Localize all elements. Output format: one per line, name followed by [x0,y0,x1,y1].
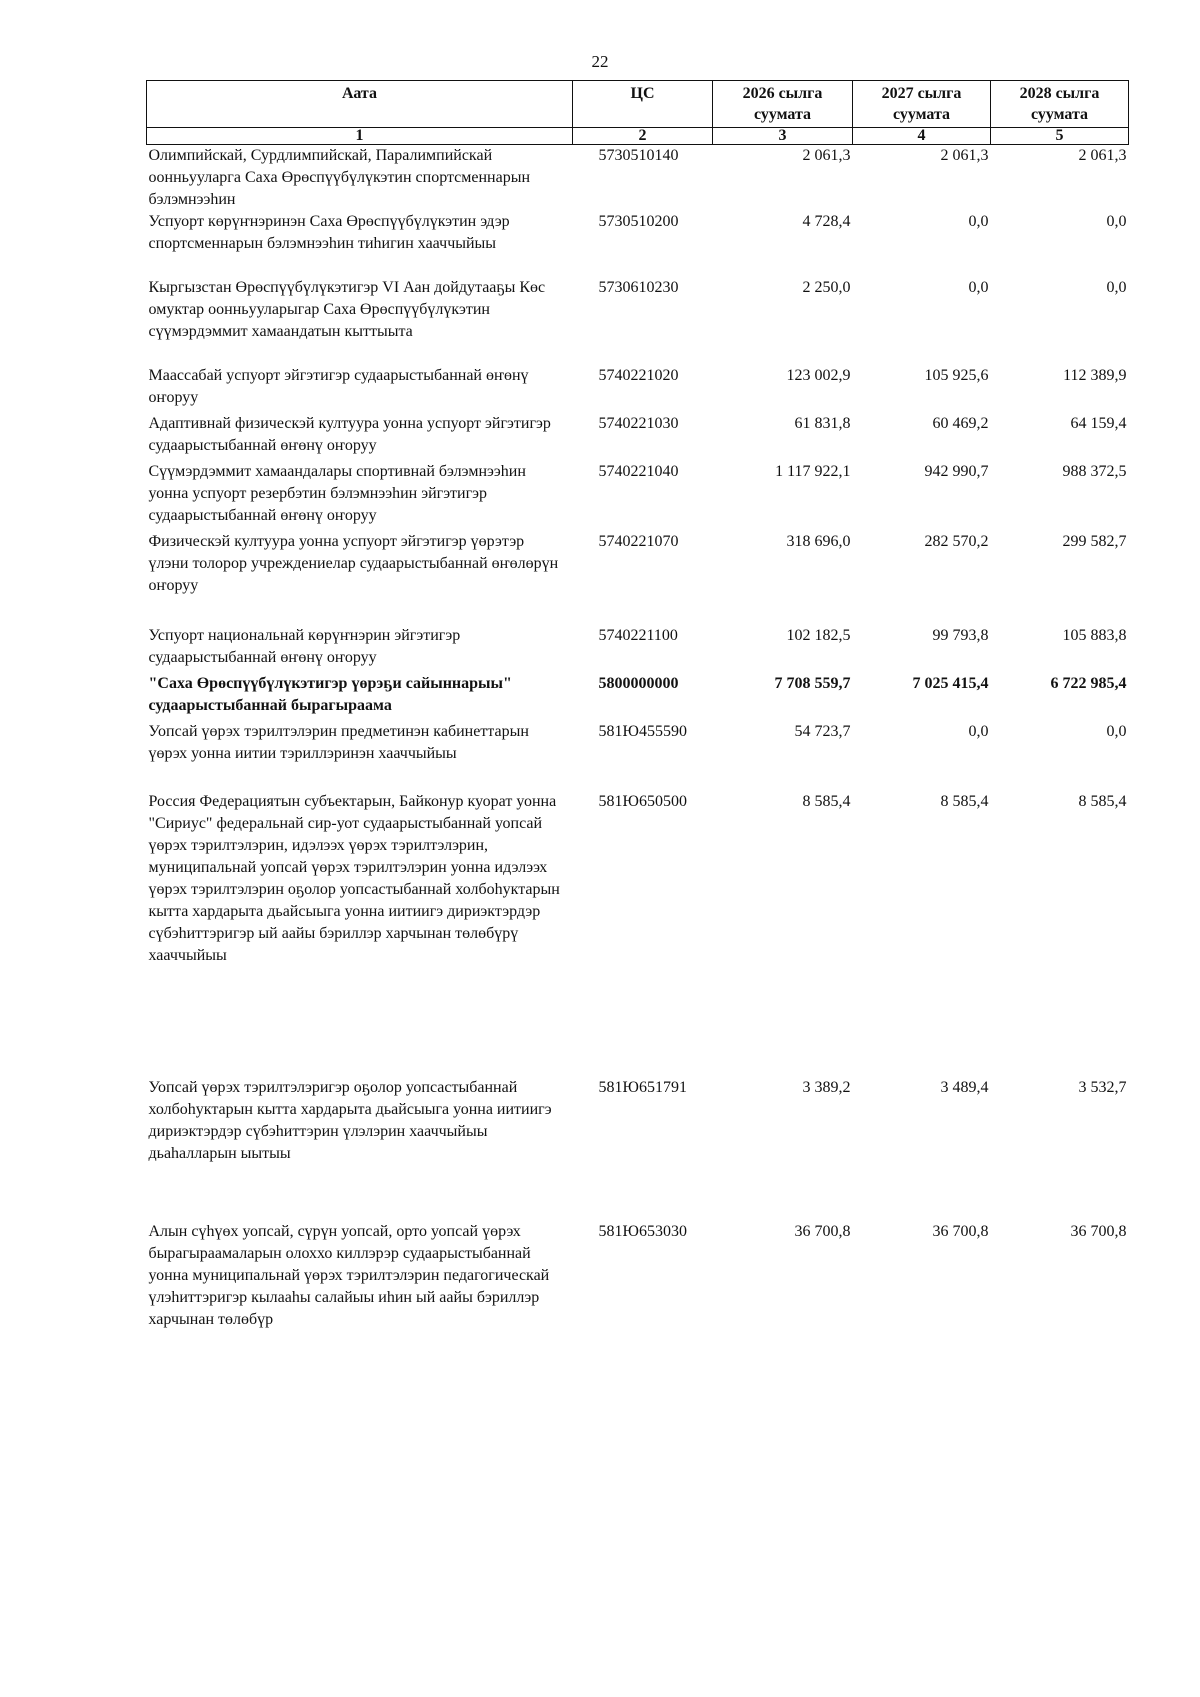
row-value-2027: 99 793,8 [932,627,989,644]
row-name: Сүүмэрдэммит хамаандалары спортивнай бэлэмнээһин уонна успуорт резербэтин бэлэмнээһин эйгэтигэр судаарыстыбаннай өҥөнү оҥоруу [148,463,526,524]
row-name: Уопсай үөрэх тэрилтэлэригэр оҕолор уопсастыбаннай холбоһуктарын кытта хардарыта дьайсыыга уонна иитиигэ дириэктэрдэр сүбэһиттэрин үлэлэрин хааччыйыы дьаһалларын ыытыы [148,1079,552,1162]
row-name: Россия Федерациятын субъектарын, Байконур куорат уонна "Сириус" федеральнай сир-уот судаарыстыбаннай уопсай үөрэх тэрилтэлэрин, идэлээх үөрэх тэрилтэлэрин, муниципальнай уопсай үөрэх тэрилтэлэрин уонна идэлээх үөрэх тэрилтэлэрин оҕолор уопсастыбаннай холбоһуктарын кытта хардарыта дьайсыыга уонна иитиигэ дириэктэрдэр сүбэһиттэригэр ый аайы бэриллэр харчынан төлөбүрү хааччыйыы [148,793,560,964]
row-value-2028: 0,0 [1106,723,1127,740]
table-row [147,145,1129,212]
row-code: 5740221030 [598,415,679,432]
row-value-2026: 123 002,9 [786,367,851,384]
row-value-2026: 2 250,0 [802,279,851,296]
page-number: 22 [591,52,609,71]
row-value-2028: 0,0 [1106,213,1127,230]
row-value-2027: 8 585,4 [940,793,989,810]
row-code: 5730510200 [598,213,679,230]
table-row [147,365,1129,413]
row-value-2027: 942 990,7 [924,463,989,480]
row-code: 5740221020 [598,367,679,384]
row-value-2026: 3 389,2 [802,1079,851,1096]
table-row [147,413,1129,461]
row-value-2028: 36 700,8 [1070,1223,1127,1240]
table-row [147,211,1129,277]
row-value-2027: 7 025 415,4 [912,675,989,692]
column-number-row [147,128,1129,145]
row-name: Успуорт көрүҥнэринэн Саха Өрөспүүбүлүкэтин эдэр спортсменнарын бэлэмнээһин тиһигин хааччыйыы [148,213,510,252]
column-header-row [147,81,1129,128]
row-value-2027: 0,0 [968,279,989,296]
row-value-2026: 61 831,8 [794,415,851,432]
column-header-name: Аата [147,81,573,128]
row-value-2027: 105 925,6 [924,367,989,384]
row-value-2026: 4 728,4 [802,213,851,230]
column-number: 4 [853,128,991,145]
table-header [147,81,1129,145]
column-number: 5 [991,128,1129,145]
row-value-2028: 2 061,3 [1078,147,1127,164]
row-value-2027: 36 700,8 [932,1223,989,1240]
row-value-2027: 0,0 [968,213,989,230]
row-code: 5730510140 [598,147,679,164]
row-value-2028: 299 582,7 [1062,533,1127,550]
row-code: 581Ю651791 [598,1079,687,1096]
table-row [147,461,1129,531]
row-value-2026: 102 182,5 [786,627,851,644]
row-name: Маассабай успуорт эйгэтигэр судаарыстыбаннай өҥөнү оҥоруу [148,367,529,406]
row-value-2028: 8 585,4 [1078,793,1127,810]
table-row [147,791,1129,1077]
row-value-2026: 7 708 559,7 [774,675,851,692]
row-value-2027: 2 061,3 [940,147,989,164]
column-number: 1 [147,128,573,145]
row-code: 581Ю650500 [598,793,687,810]
column-number: 2 [573,128,713,145]
row-value-2028: 105 883,8 [1062,627,1127,644]
row-value-2026: 36 700,8 [794,1223,851,1240]
table-row-program-total [147,673,1129,721]
row-value-2026: 318 696,0 [786,533,851,550]
row-name: Физическэй култуура уонна успуорт эйгэтигэр үөрэтэр үлэни толорор учреждениелар судаарыстыбаннай өҥөлөрүн оҥоруу [148,533,559,594]
row-value-2026: 2 061,3 [802,147,851,164]
column-header-2026: 2026 сылга суумата [713,81,853,128]
row-name: Олимпийскай, Сурдлимпийскай, Паралимпийскай оонньууларга Саха Өрөспүүбүлүкэтин спортсменнарын бэлэмнээһин [148,147,531,208]
row-value-2028: 988 372,5 [1062,463,1127,480]
row-value-2028: 0,0 [1106,279,1127,296]
row-name: Кыргызстан Өрөспүүбүлүкэтигэр VI Аан дойдутааҕы Көс омуктар оонньууларыгар Саха Өрөспүүбүлүкэтин сүүмэрдэммит хамаандатын кыттыыта [148,279,546,340]
column-number: 3 [713,128,853,145]
row-value-2026: 54 723,7 [794,723,851,740]
row-value-2027: 282 570,2 [924,533,989,550]
budget-table [146,80,1129,1331]
table-row [147,625,1129,673]
row-value-2028: 64 159,4 [1070,415,1127,432]
row-name: Успуорт национальнай көрүҥнэрин эйгэтигэр судаарыстыбаннай өҥөнү оҥоруу [148,627,461,666]
row-name: Уопсай үөрэх тэрилтэлэрин предметинэн кабинеттарын үөрэх уонна иитии тэриллэринэн хааччыйыы [148,723,529,762]
row-name: Алын сүһүөх уопсай, сүрүн уопсай, орто уопсай үөрэх бырагыраамаларын олоххо киллэрэр судаарыстыбаннай уонна муниципальнай үөрэх тэрилтэлэрин педагогическай үлэһиттэригэр кылааһы салайыы иһин ый аайы бэриллэр харчынан төлөбүр [148,1223,550,1328]
column-header-2028: 2028 сылга суумата [991,81,1129,128]
row-value-2027: 3 489,4 [940,1079,989,1096]
row-value-2028: 3 532,7 [1078,1079,1127,1096]
row-code: 581Ю653030 [598,1223,687,1240]
row-value-2026: 8 585,4 [802,793,851,810]
row-name: "Саха Өрөспүүбүлүкэтигэр үөрэҕи сайыннарыы" судаарыстыбаннай бырагыраама [148,675,512,714]
row-value-2028: 6 722 985,4 [1050,675,1127,692]
table-row [147,721,1129,791]
table-row [147,1221,1129,1331]
table-row [147,277,1129,365]
row-value-2027: 60 469,2 [932,415,989,432]
row-value-2026: 1 117 922,1 [775,463,851,480]
row-value-2028: 112 389,9 [1063,367,1127,384]
row-name: Адаптивнай физическэй култуура уонна успуорт эйгэтигэр судаарыстыбаннай өҥөнү оҥоруу [148,415,551,454]
row-code: 5740221100 [598,627,678,644]
column-header-2027: 2027 сылга суумата [853,81,991,128]
row-code: 5730610230 [598,279,679,296]
table-row [147,531,1129,625]
table-row [147,1077,1129,1221]
row-code: 5740221040 [598,463,679,480]
row-value-2027: 0,0 [968,723,989,740]
row-code: 5740221070 [598,533,679,550]
row-code: 581Ю455590 [598,723,687,740]
column-header-code: ЦС [573,81,713,128]
row-code: 5800000000 [598,675,679,692]
